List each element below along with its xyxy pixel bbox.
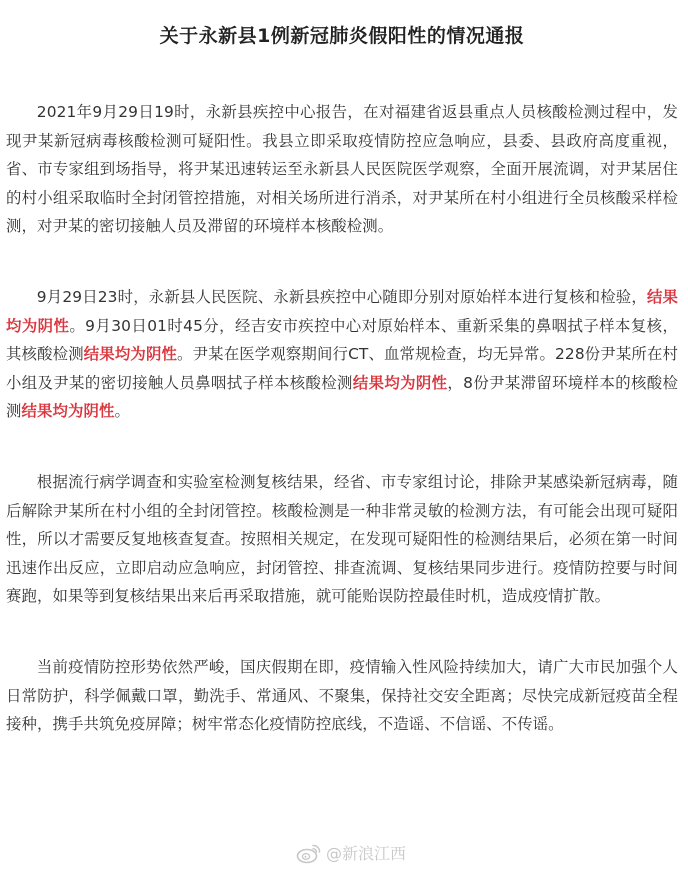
weibo-watermark bbox=[296, 841, 406, 864]
paragraph-3: 根据流行病学调查和实验室检测复核结果，经省、市专家组讨论，排除尹某感染新冠病毒，随后解除尹某所在村小组的全封闭管控。核酸检测是一种非常灵敏的检测方法，有可能会出现可疑阳性，所以才需要反复地核查复查。按照相关规定，在发现可疑阳性的检测结果后，必须在第一时间迅速作出反应，立即启动应急响应，封闭管控、排查流调、复核结果同步进行。疫情防控要与时间赛跑，如果等到复核结果出来后再采取措施，就可能贻误防控最佳时机，造成疫情扩散。 bbox=[6, 472, 678, 606]
highlight-negative-2: 结果均为阴性 bbox=[83, 345, 178, 364]
p2-text-3: 。尹某在医学观察期间行CT、血常规检查，均无异常。228份尹某所在村小组及尹某的密切接触人员鼻咽拭子样本核酸检测 bbox=[6, 345, 678, 392]
paragraph-4: 当前疫情防控形势依然严峻，国庆假期在即，疫情输入性风险持续加大，请广大市民加强个人日常防护，科学佩戴口罩，勤洗手、常通风、不聚集，保持社交安全距离；尽快完成新冠疫苗全程接种，携手共筑免疫屏障；树牢常态化疫情防控底线，不造谣、不信谣、不传谣。 bbox=[6, 657, 678, 734]
p2-text-5: 。 bbox=[114, 402, 130, 421]
highlight-negative-4: 结果均为阴性 bbox=[21, 402, 115, 421]
paragraph-1: 2021年9月29日19时，永新县疾控中心报告，在对福建省返县重点人员核酸检测过程中，发现尹某新冠病毒核酸检测可疑阳性。我县立即采取疫情防控应急响应，县委、县政府高度重视，省、市专家组到场指导，将尹某迅速转运至永新县人民医院医学观察，全面开展流调，对尹某居住的村小组采取临时全封闭管控措施，对相关场所进行消杀，对尹某所在村小组进行全员核酸采样检测，对尹某的密切接触人员及滞留的环境样本核酸检测。 bbox=[6, 103, 678, 236]
document-title: 关于永新县1例新冠肺炎假阳性的情况通报 bbox=[159, 25, 525, 47]
weibo-icon bbox=[296, 842, 322, 864]
paragraph-2 bbox=[6, 283, 678, 426]
p2-text-2: 。9月30日01时45分，经吉安市疾控中心对原始样本、重新采集的鼻咽拭子样本复核，其核酸检测 bbox=[6, 316, 678, 364]
p2-text-1: 9月29日23时，永新县人民医院、永新县疾控中心随即分别对原始样本进行复核和检验， bbox=[36, 287, 647, 306]
highlight-negative-1: 结果均为阴性 bbox=[6, 287, 678, 335]
highlight-negative-3: 结果均为阴性 bbox=[352, 373, 448, 392]
watermark-text: @新浪江西 bbox=[325, 844, 406, 863]
p2-text-4: ，8份尹某滞留环境样本的核酸检测 bbox=[6, 373, 678, 421]
